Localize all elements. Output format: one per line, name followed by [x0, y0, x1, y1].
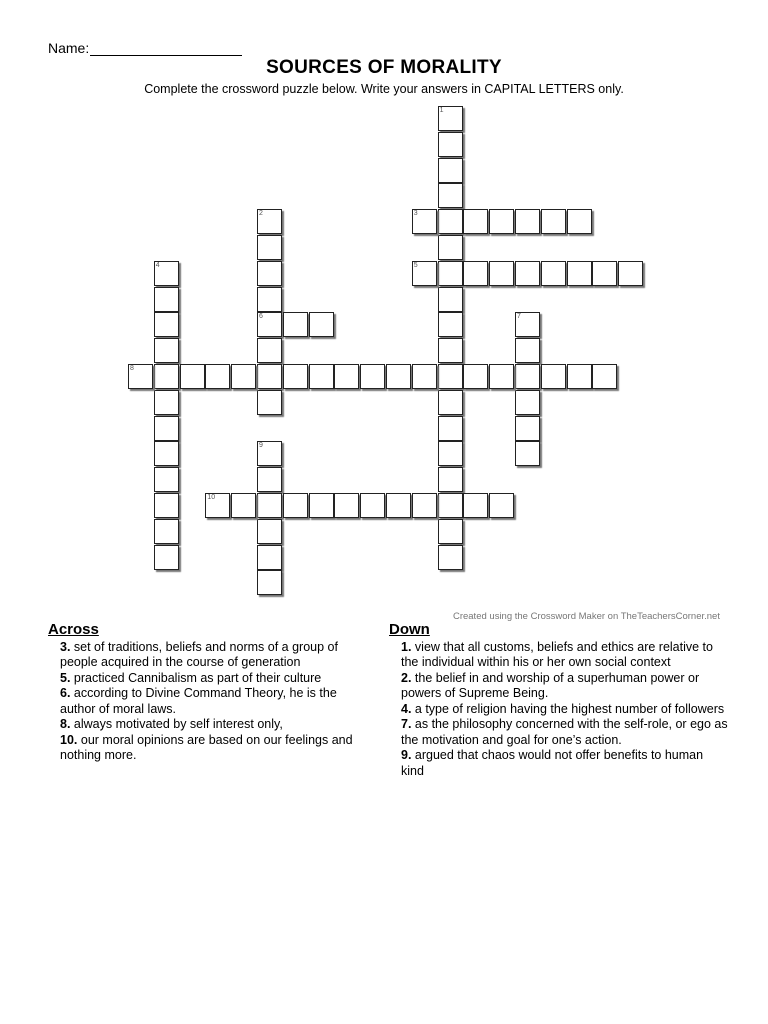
crossword-cell[interactable] — [257, 261, 282, 286]
crossword-cell[interactable] — [386, 364, 411, 389]
crossword-cell[interactable] — [205, 364, 230, 389]
crossword-cell[interactable] — [154, 261, 179, 286]
crossword-cell[interactable] — [567, 209, 592, 234]
crossword-cell[interactable] — [515, 441, 540, 466]
crossword-cell[interactable] — [438, 467, 463, 492]
across-clue — [60, 717, 368, 733]
instructions: Complete the crossword puzzle below. Write your answers in CAPITAL LETTERS only. — [144, 82, 624, 96]
crossword-cell[interactable] — [438, 209, 463, 234]
crossword-cell[interactable] — [231, 493, 256, 518]
crossword-cell[interactable] — [438, 235, 463, 260]
clue-text: as the philosophy concerned with the self-role, or ego as the motivation and goal for one’s action. — [401, 717, 728, 747]
crossword-cell[interactable] — [463, 364, 488, 389]
crossword-cell[interactable] — [438, 158, 463, 183]
crossword-cell[interactable] — [257, 519, 282, 544]
crossword-cell[interactable] — [541, 364, 566, 389]
crossword-cell[interactable] — [257, 209, 282, 234]
crossword-cell[interactable] — [438, 545, 463, 570]
crossword-cell[interactable] — [257, 493, 282, 518]
crossword-cell[interactable] — [438, 183, 463, 208]
crossword-cell[interactable] — [463, 261, 488, 286]
crossword-cell[interactable] — [618, 261, 643, 286]
crossword-cell[interactable] — [154, 364, 179, 389]
clue-number: 4. — [401, 701, 412, 716]
crossword-cell[interactable] — [154, 416, 179, 441]
crossword-cell[interactable] — [438, 338, 463, 363]
crossword-cell[interactable] — [154, 441, 179, 466]
clue-text: the belief in and worship of a superhuman power or powers of Supreme Being. — [401, 670, 700, 700]
crossword-cell[interactable] — [154, 493, 179, 518]
crossword-cell[interactable] — [205, 493, 230, 518]
crossword-cell[interactable] — [309, 312, 334, 337]
crossword-cell[interactable] — [438, 261, 463, 286]
clue-number: 2 — [259, 210, 263, 218]
crossword-cell[interactable] — [489, 261, 514, 286]
clue-text: a type of religion having the highest number of followers — [411, 701, 725, 716]
name-label: Name: — [48, 40, 90, 56]
crossword-cell[interactable] — [154, 467, 179, 492]
crossword-cell[interactable] — [567, 261, 592, 286]
crossword-cell[interactable] — [489, 493, 514, 518]
clue-number: 7 — [517, 313, 521, 321]
crossword-cell[interactable] — [515, 338, 540, 363]
down-clue — [401, 702, 729, 718]
crossword-cell[interactable] — [438, 416, 463, 441]
crossword-cell[interactable] — [438, 390, 463, 415]
credit-line: Created using the Crossword Maker on TheTeachersCorner.net — [452, 611, 720, 622]
crossword-cell[interactable] — [309, 493, 334, 518]
crossword-cell[interactable] — [154, 338, 179, 363]
across-clue — [60, 640, 368, 671]
clue-text: always motivated by self interest only, — [70, 717, 283, 731]
down-clue — [401, 748, 729, 779]
crossword-cell[interactable] — [489, 209, 514, 234]
crossword-cell[interactable] — [128, 364, 153, 389]
crossword-cell[interactable] — [438, 312, 463, 337]
crossword-cell[interactable] — [257, 441, 282, 466]
down-clue — [401, 671, 729, 702]
crossword-cell[interactable] — [515, 312, 540, 337]
down-clue — [401, 640, 729, 671]
crossword-cell[interactable] — [438, 287, 463, 312]
crossword-cell[interactable] — [257, 467, 282, 492]
crossword-cell[interactable] — [360, 364, 385, 389]
crossword-cell[interactable] — [515, 364, 540, 389]
clue-number: 9. — [401, 748, 412, 762]
clue-text: our moral opinions are based on our feelings and nothing more. — [60, 732, 353, 762]
across-clues — [48, 622, 368, 764]
crossword-cell[interactable] — [257, 235, 282, 260]
crossword-cell[interactable] — [283, 364, 308, 389]
crossword-cell[interactable] — [567, 364, 592, 389]
clue-text: view that all customs, beliefs and ethics are relative to the individual within his or her own social context — [401, 639, 713, 669]
crossword-cell[interactable] — [515, 209, 540, 234]
crossword-cell[interactable] — [154, 312, 179, 337]
crossword-cell[interactable] — [283, 493, 308, 518]
clue-number: 5. — [60, 670, 71, 685]
page-title: SOURCES OF MORALITY — [266, 57, 502, 78]
crossword-cell[interactable] — [515, 261, 540, 286]
clue-text: according to Divine Command Theory, he is the author of moral laws. — [60, 686, 337, 716]
clue-text: set of traditions, beliefs and norms of a group of people acquired in the course of generation — [60, 639, 338, 669]
crossword-cell[interactable] — [386, 493, 411, 518]
across-clue — [60, 671, 368, 687]
crossword-cell[interactable] — [257, 545, 282, 570]
crossword-cell[interactable] — [541, 209, 566, 234]
clue-number: 8 — [130, 365, 134, 372]
across-clue — [60, 686, 368, 717]
crossword-cell[interactable] — [257, 338, 282, 363]
crossword-cell[interactable] — [515, 416, 540, 441]
down-clues — [389, 622, 729, 779]
crossword-cell[interactable] — [541, 261, 566, 286]
crossword-cell[interactable] — [412, 493, 437, 518]
crossword-cell[interactable] — [257, 570, 282, 595]
crossword-cell[interactable] — [463, 209, 488, 234]
crossword-cell[interactable] — [438, 493, 463, 518]
down-heading: Down — [389, 621, 430, 638]
crossword-cell[interactable] — [154, 287, 179, 312]
clue-number: 3 — [413, 210, 418, 218]
crossword-cell[interactable] — [515, 390, 540, 415]
crossword-cell[interactable] — [463, 493, 488, 518]
crossword-cell[interactable] — [309, 364, 334, 389]
crossword-cell[interactable] — [257, 287, 282, 312]
clue-text: practiced Cannibalism as part of their culture — [70, 670, 322, 685]
crossword-cell[interactable] — [231, 364, 256, 389]
crossword-cell[interactable] — [257, 364, 282, 389]
clue-number: 6 — [259, 313, 263, 321]
crossword-cell[interactable] — [257, 312, 282, 337]
crossword-cell[interactable] — [154, 519, 179, 544]
clue-number: 5 — [413, 261, 418, 269]
crossword-cell[interactable] — [412, 209, 437, 234]
clue-number: 1. — [401, 639, 412, 654]
crossword-cell[interactable] — [438, 519, 463, 544]
crossword-cell[interactable] — [360, 493, 385, 518]
across-clue — [60, 733, 368, 764]
crossword-cell[interactable] — [489, 364, 514, 389]
crossword-cell[interactable] — [334, 493, 359, 518]
clue-number: 4 — [155, 261, 160, 269]
crossword-cell[interactable] — [412, 261, 437, 286]
crossword-cell[interactable] — [592, 364, 617, 389]
crossword-cell[interactable] — [592, 261, 617, 286]
clue-number: 9 — [259, 442, 263, 450]
clue-number: 2. — [401, 670, 412, 685]
crossword-cell[interactable] — [283, 312, 308, 337]
clue-number: 10. — [60, 732, 78, 747]
crossword-cell[interactable] — [438, 132, 463, 157]
clue-number: 1 — [439, 107, 444, 114]
across-heading: Across — [48, 621, 99, 638]
clue-number: 8. — [60, 717, 71, 731]
crossword-cell[interactable] — [438, 441, 463, 466]
crossword-cell[interactable] — [257, 390, 282, 415]
crossword-cell[interactable] — [334, 364, 359, 389]
crossword-cell[interactable] — [154, 545, 179, 570]
crossword-cell[interactable] — [154, 390, 179, 415]
clue-number: 7. — [401, 717, 412, 731]
clue-number: 10 — [207, 494, 216, 501]
down-clue — [401, 717, 729, 748]
clue-number: 3. — [60, 639, 71, 654]
crossword-cell[interactable] — [180, 364, 205, 389]
clue-number: 6. — [60, 686, 71, 700]
crossword-cell[interactable] — [412, 364, 437, 389]
clue-text: argued that chaos would not offer benefits to human kind — [401, 748, 704, 778]
crossword-cell[interactable] — [438, 106, 463, 131]
crossword-cell[interactable] — [438, 364, 463, 389]
